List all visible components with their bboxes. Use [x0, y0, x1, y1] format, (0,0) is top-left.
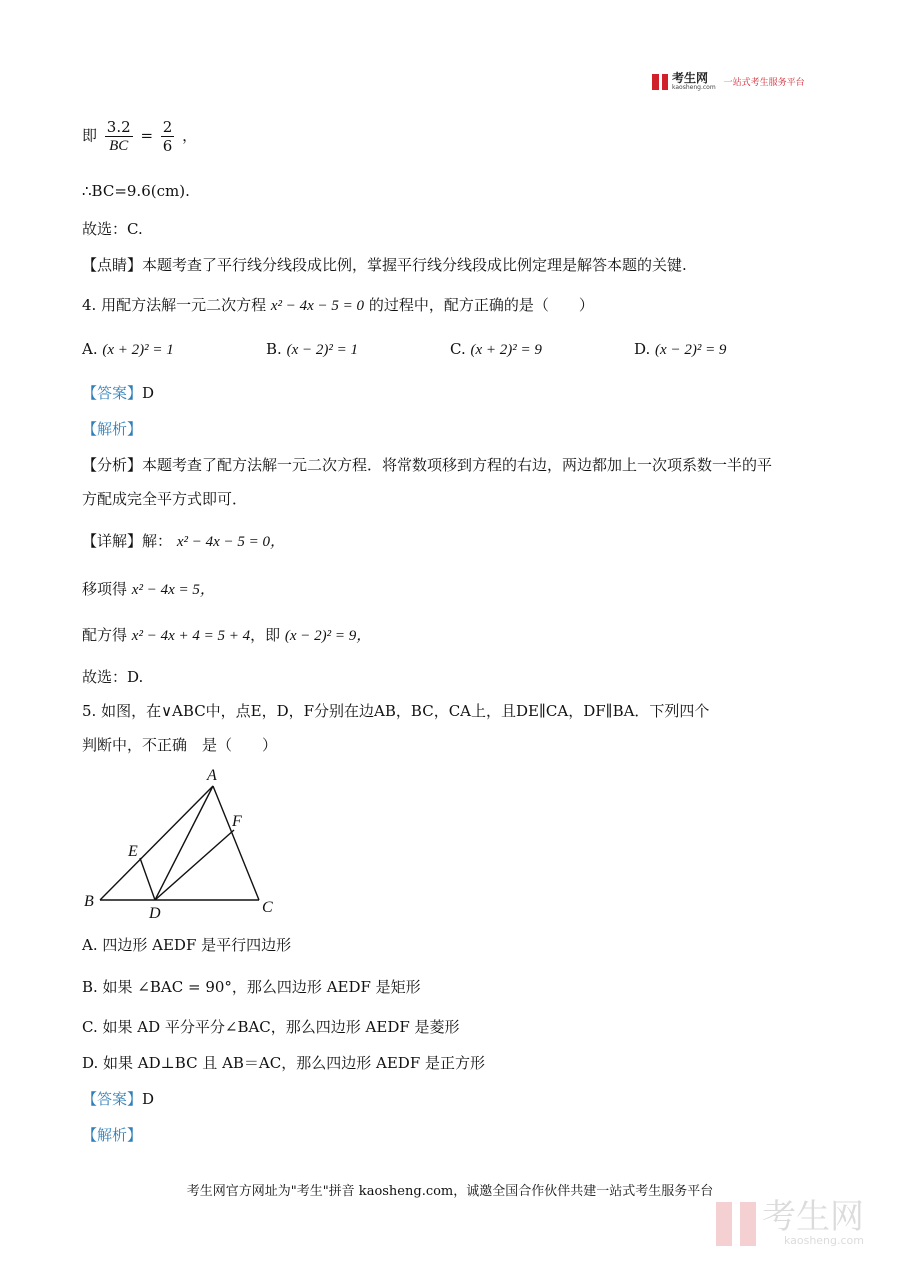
q4-option-d [634, 340, 726, 359]
eq-prefix: 即 [82, 126, 98, 145]
option-label: B. [266, 340, 282, 358]
q4-stem [82, 294, 594, 315]
answer-tag: 【答案】 [82, 384, 143, 402]
eq-suffix: ， [182, 126, 198, 145]
option-label: D. [634, 340, 651, 358]
xiangjie-lead: 解： [142, 532, 173, 550]
option-expr: (x − 2)² = 9 [655, 342, 727, 358]
frac1-denominator: BC [109, 138, 129, 154]
segment-ed [140, 858, 155, 900]
frac1-numerator: 3.2 [106, 118, 131, 136]
label-d: D [149, 905, 161, 922]
q5-option-c: C. 如果 AD 平分平分∠BAC，那么四边形 AEDF 是菱形 [82, 1018, 460, 1036]
frac2-denominator: 6 [162, 137, 173, 155]
answer-value: D [142, 1090, 155, 1108]
prev-comment [82, 254, 687, 275]
q4-step2 [82, 624, 371, 645]
step1-equation: x² − 4x = 5， [131, 582, 215, 598]
segment-df [155, 830, 234, 900]
step2-equation: x² − 4x + 4 = 5 + 4 [131, 628, 251, 644]
label-e: E [128, 843, 138, 860]
fenxi-tag: 【分析】 [82, 456, 143, 474]
q5-option-d: D. 如果 AD⊥BC 且 AB＝AC，那么四边形 AEDF 是正方形 [82, 1054, 485, 1072]
step2-lead: 配方得 [82, 626, 128, 644]
xiangjie-equation: x² − 4x − 5 = 0， [176, 534, 285, 550]
q5-option-b: B. 如果 ∠BAC = 90°，那么四边形 AEDF 是矩形 [82, 978, 421, 996]
q4-stem-equation: x² − 4x − 5 = 0 [270, 298, 365, 314]
step2-mid: ，即 [250, 626, 281, 644]
step1-lead: 移项得 [82, 580, 128, 598]
q4-fenxi-line-2: 方配成完全平方式即可． [82, 490, 248, 508]
watermark-name: 考生网 [762, 1197, 864, 1237]
option-expr: (x − 2)² = 1 [286, 342, 358, 358]
label-c: C [262, 899, 273, 916]
fraction-2 [161, 118, 175, 155]
option-label: A. [82, 340, 98, 358]
q5-option-a: A. 四边形 AEDF 是平行四边形 [82, 936, 292, 954]
watermark-url: kaosheng.com [783, 1234, 864, 1247]
watermark [716, 1197, 864, 1247]
q5-analysis-tag: 【解析】 [82, 1126, 143, 1144]
q4-option-c [450, 340, 542, 359]
q4-stem-b: 的过程中，配方正确的是（ ） [368, 296, 594, 314]
logo-url: kaosheng.com [672, 84, 716, 91]
segment-ad [155, 786, 213, 900]
fraction-1 [105, 118, 133, 155]
option-expr: (x + 2)² = 1 [102, 342, 174, 358]
q4-choice: 故选：D. [82, 668, 144, 686]
xiangjie-tag: 【详解】 [82, 532, 143, 550]
q4-fenxi [82, 454, 772, 475]
prev-result: ∴BC=9.6(cm). [82, 182, 190, 200]
option-expr: (x + 2)² = 9 [470, 342, 542, 358]
kaosheng-watermark-icon [716, 1202, 756, 1246]
fenxi-line-1: 本题考查了配方法解一元二次方程．将常数项移到方程的右边，两边都加上一次项系数一半的平 [142, 456, 773, 474]
q4-stem-a: 4. 用配方法解一元二次方程 [82, 296, 267, 314]
edge-ab [100, 786, 213, 900]
q4-xiangjie [82, 530, 285, 551]
label-b: B [84, 893, 94, 910]
option-label: C. [450, 340, 466, 358]
answer-tag: 【答案】 [82, 1090, 143, 1108]
frac2-numerator: 2 [162, 118, 173, 136]
q5-stem-line-1: 5. 如图，在∨ABC中，点E，D，F分别在边AB，BC，CA上，且DE∥CA，DF∥BA．下列四个 [82, 702, 710, 720]
footer-text: 考生网官方网址为"考生"拼音 kaosheng.com，诚邀全国合作伙伴共建一站式考生服务平台 [186, 1184, 714, 1199]
q4-analysis-tag: 【解析】 [82, 420, 143, 438]
q4-option-a [82, 340, 174, 359]
answer-value: D [142, 384, 155, 402]
kaosheng-logo-icon [652, 74, 668, 90]
q4-answer [82, 382, 154, 403]
q5-stem-line-2: 判断中，不正确 是（ ） [82, 736, 278, 754]
triangle-figure [80, 762, 300, 922]
q4-option-b [266, 340, 358, 359]
label-a: A [207, 767, 217, 784]
q5-answer [82, 1088, 154, 1109]
prev-equation: 即 $\frac{3.2}{BC}$ = $\frac{2}{6}$ ， [82, 118, 198, 155]
logo-name: 考生网 [672, 71, 709, 85]
comment-text: 本题考查了平行线分线段成比例，掌握平行线分线段成比例定理是解答本题的关键. [142, 256, 687, 274]
prev-choice: 故选：C. [82, 220, 143, 238]
label-f: F [232, 813, 242, 830]
q4-step1 [82, 578, 215, 599]
header-slogan: 一站式考生服务平台 [723, 78, 805, 88]
header-logo [652, 72, 805, 91]
step2-equation-2: (x − 2)² = 9， [284, 628, 372, 644]
comment-tag: 【点睛】 [82, 256, 143, 274]
